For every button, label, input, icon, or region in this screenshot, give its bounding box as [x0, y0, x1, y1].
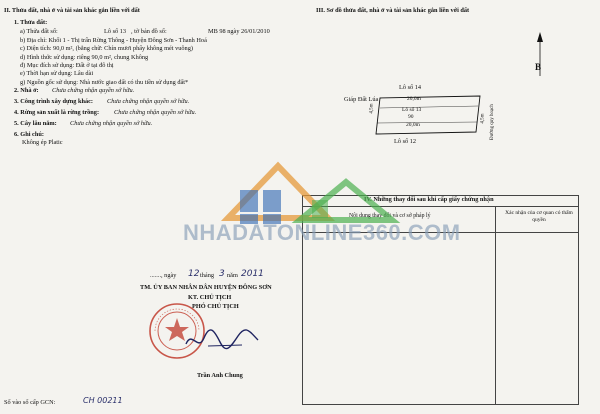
section-4-heading: IV. Những thay đổi sau khi cấp giấy chứng nhận — [364, 196, 494, 203]
forest-label: 4. Rừng sản xuất là rừng trồng: — [14, 109, 100, 116]
sheet-label: , tờ bản đồ số: — [131, 28, 167, 35]
date-month: 3 — [219, 269, 225, 279]
area: c) Diện tích: 90,0 m², (bằng chữ: Chín mươi phẩy không mét vuông) — [20, 45, 193, 52]
west-boundary-label: Giáp Đất Lúa — [344, 96, 379, 103]
parcel-label: a) Thửa đất số: — [20, 28, 58, 35]
construction-label: 3. Công trình xây dựng khác: — [14, 98, 94, 105]
kt-chairman: KT. CHỦ TỊCH — [188, 294, 232, 301]
notes-value: Không ép Platic — [22, 139, 63, 146]
left-length: 4,5m — [369, 103, 375, 114]
gcn-label: Số vào sổ cấp GCN: — [4, 399, 56, 406]
column-changes: Nội dung thay đổi và cơ sở pháp lý — [349, 213, 431, 219]
usage-term: e) Thời hạn sử dụng: Lâu dài — [20, 70, 94, 77]
section-2-heading: II. Thửa đất, nhà ở và tài sản khác gắn liền với đất — [4, 7, 140, 14]
house-label: 2. Nhà ở: — [14, 87, 39, 94]
address: b) Địa chỉ: Khối 1 - Thị trấn Rừng Thông - Huyện Đông Sơn - Thanh Hoá — [20, 37, 207, 44]
date-day: 12 — [188, 269, 200, 279]
notes-label: 6. Ghi chú: — [14, 131, 44, 138]
lot-12-label: Lô số 12 — [394, 138, 417, 145]
sheet-value: MB 98 ngày 26/01/2010 — [208, 28, 270, 35]
north-arrow-icon — [532, 30, 548, 80]
signer-name: Trần Anh Chung — [197, 372, 243, 379]
parcel-diagram — [370, 92, 490, 142]
column-confirmation: Xác nhận của cơ quan có thẩm quyền — [505, 210, 573, 224]
date-year-label: năm — [227, 272, 238, 279]
road-label: Đường quy hoạch — [490, 104, 495, 140]
house-value: Chưa chứng nhận quyền sở hữu. — [52, 87, 135, 94]
construction-value: Chưa chứng nhận quyền sở hữu. — [107, 98, 190, 105]
perennial-label: 5. Cây lâu năm: — [14, 120, 57, 127]
vice-chairman: PHÓ CHỦ TỊCH — [192, 303, 239, 310]
usage-purpose: đ) Mục đích sử dụng: Đất ở tại đô thị — [20, 62, 114, 69]
section-3-heading: III. Sơ đồ thửa đất, nhà ở và tài sản khác gắn liền với đất — [316, 7, 470, 14]
date-prefix: ......., ngày — [150, 272, 177, 279]
date-year: 2011 — [241, 269, 264, 279]
handwritten-signature — [182, 322, 262, 356]
authority: TM. ỦY BAN NHÂN DÂN HUYỆN ĐÔNG SƠN — [140, 284, 272, 291]
right-length: 4,5m — [480, 113, 486, 124]
watermark-text: NHADATONLINE360.COM — [183, 220, 461, 245]
forest-value: Chưa chứng nhận quyền sở hữu. — [114, 109, 197, 116]
top-length: 20,0m — [407, 96, 421, 102]
parcel-heading: 1. Thửa đất: — [14, 19, 48, 26]
lot-area: 90 — [408, 114, 414, 120]
bottom-length: 20,0m — [406, 122, 420, 128]
table-vertical-divider — [495, 206, 496, 404]
date-month-label: tháng — [200, 272, 214, 279]
lot-13-label: Lô số 13 — [402, 107, 422, 113]
gcn-value: CH 00211 — [83, 396, 123, 405]
usage-origin: g) Nguồn gốc sử dụng: Nhà nước giao đất có thu tiền sử dụng đất* — [20, 79, 189, 86]
usage-form: d) Hình thức sử dụng: riêng 90,0 m², chung Không — [20, 54, 149, 61]
lot-14-label: Lô số 14 — [399, 84, 422, 91]
perennial-value: Chưa chứng nhận quyền sở hữu. — [70, 120, 153, 127]
north-label: B — [535, 62, 542, 72]
parcel-number: Lô số 13 — [104, 28, 127, 35]
